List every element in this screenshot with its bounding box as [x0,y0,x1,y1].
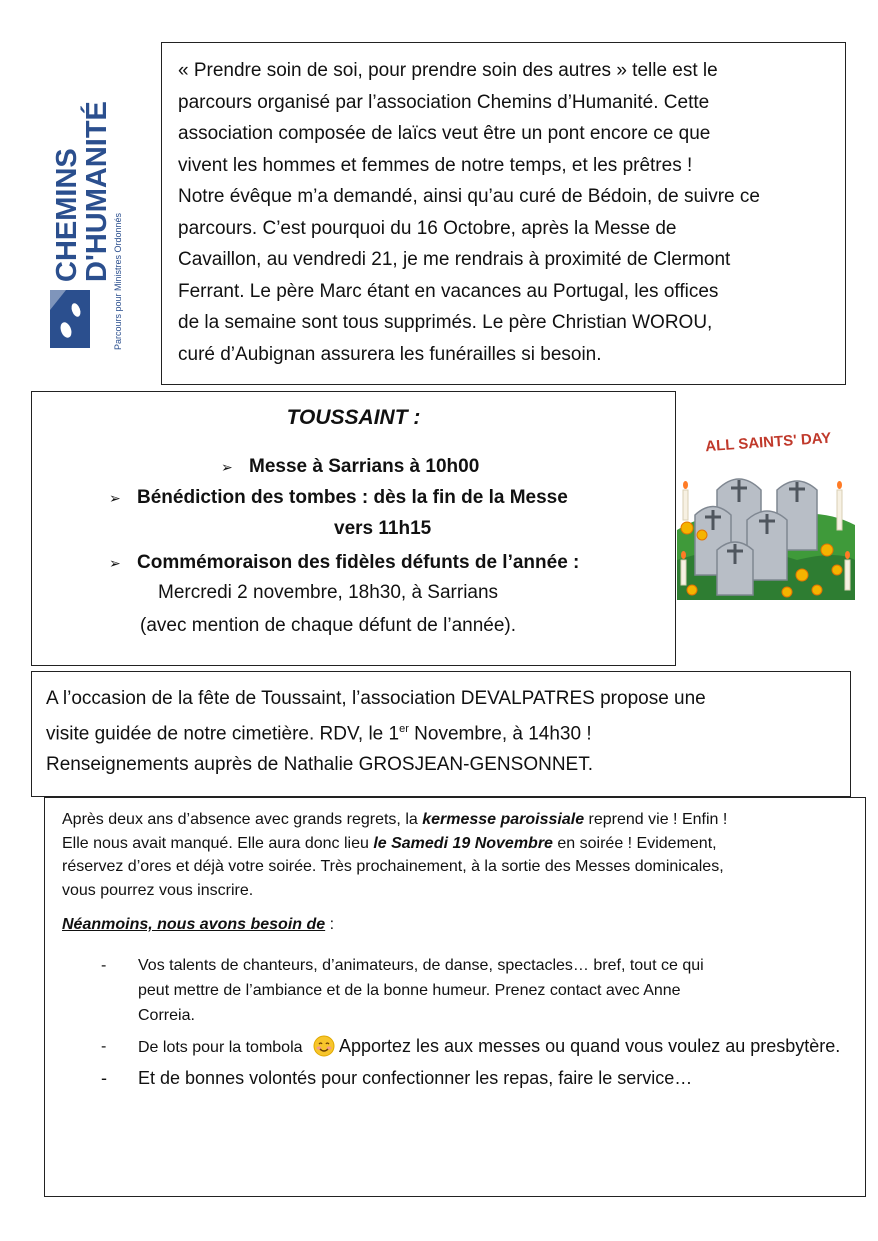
intro-line: parcours organisé par l’association Chemins d’Humanité. Cette [178,91,710,113]
devalpatres-line: A l’occasion de la fête de Toussaint, l’association DEVALPATRES propose une [46,688,706,709]
intro-line: « Prendre soin de soi, pour prendre soin des autres » telle est le [178,60,718,81]
list-item [62,953,847,1028]
toussaint-item-cont: vers 11h15 [334,518,432,539]
intro-line: Notre évêque m’a demandé, ainsi qu’au curé de Bédoin, de suivre ce [178,186,760,207]
list-item-text: De lots pour la tombola [138,1038,303,1056]
footprints-icon [50,290,90,348]
list-item-text: Et de bonnes volontés pour confectionner les repas, faire le service… [138,1067,693,1088]
text: Elle nous avait manqué. Elle aura donc lieu [62,834,374,852]
toussaint-item-text: Bénédiction des tombes : dès la fin de la Messe [137,487,568,508]
devalpatres-line: Renseignements auprès de Nathalie GROSJEAN-GENSONNET. [46,754,594,776]
devalpatres-text: Novembre, à 14h30 ! [408,723,592,745]
devalpatres-box [31,671,851,797]
intro-line: vivent les hommes et femmes de notre temps, et les prêtres ! [178,154,693,176]
logo-line2: D'HUMANITÉ [81,101,113,282]
arrow-bullet-icon: ➢ [221,459,233,475]
toussaint-date: Mercredi 2 novembre, 18h30, à Sarrians [158,582,499,603]
dash-bullet: - [101,956,107,974]
intro-line: association composée de laïcs veut être un pont encore ce que [178,123,711,144]
intro-line: de la semaine sont tous supprimés. Le père Christian WOROU, [178,312,713,333]
ordinal-superscript: er [399,723,409,735]
toussaint-item [109,552,579,574]
chemins-humanite-logo [46,60,126,360]
toussaint-note: (avec mention de chaque défunt de l’année). [140,615,517,636]
intro-box [161,42,846,385]
kermesse-emphasis: kermesse paroissiale [422,811,585,828]
toussaint-item [221,456,479,478]
kermesse-paragraph-line: réservez d’ores et déjà votre soirée. Très prochainement, à la sortie des Messes dominicales, [62,858,724,875]
devalpatres-line [46,714,850,749]
toussaint-title: TOUSSAINT : [286,406,421,429]
arrow-bullet-icon: ➢ [109,490,121,506]
dash-bullet: - [101,1037,107,1055]
text: Après deux ans d’absence avec grands regrets, la [62,811,423,828]
kermesse-date: le Samedi 19 Novembre [373,834,553,852]
text: reprend vie ! Enfin ! [584,811,728,828]
kermesse-paragraph-line: vous pourrez vous inscrire. [62,881,254,899]
intro-line: curé d’Aubignan assurera les funérailles si besoin. [178,343,602,365]
toussaint-item [109,487,568,509]
intro-line: Cavaillon, au vendredi 21, je me rendrais à proximité de Clermont [178,249,731,270]
toussaint-box [31,391,676,666]
list-item-line: Vos talents de chanteurs, d’animateurs, de danse, spectacles… bref, tout ce qui [138,956,704,974]
intro-line: Ferrant. Le père Marc étant en vacances au Portugal, les offices [178,280,719,302]
all-saints-day-illustration [677,410,855,600]
intro-line: parcours. C’est pourquoi du 16 Octobre, après la Messe de [178,217,677,239]
logo-tagline: Parcours pour Ministres Ordonnés [113,212,123,350]
text: : [325,916,335,933]
toussaint-item-text: Commémoraison des fidèles défunts de l’année : [137,552,580,573]
toussaint-item-text: Messe à Sarrians à 10h00 [249,456,480,477]
list-item [62,1034,847,1060]
besoin-heading [62,913,847,937]
besoin-text: Néanmoins, nous avons besoin de [62,916,326,933]
arrow-bullet-icon: ➢ [109,555,121,571]
kermesse-paragraph-line [62,832,847,856]
text: en soirée ! Evidement, [552,834,717,852]
list-item-text: Apportez les aux messes ou quand vous voulez au presbytère. [338,1035,841,1056]
devalpatres-text: visite guidée de notre cimetière. RDV, le 1 [46,723,400,745]
kermesse-box [44,797,866,1197]
smiling-face-emoji-icon [313,1035,335,1057]
list-item [62,1066,847,1091]
kermesse-paragraph-line [62,808,847,832]
list-item-line: Correia. [138,1006,195,1024]
banner-text: ALL SAINTS' DAY [704,429,832,456]
logo-line1: CHEMINS [51,148,83,282]
dash-bullet: - [101,1067,107,1088]
list-item-line: peut mettre de l’ambiance et de la bonne humeur. Prenez contact avec Anne [138,981,681,999]
